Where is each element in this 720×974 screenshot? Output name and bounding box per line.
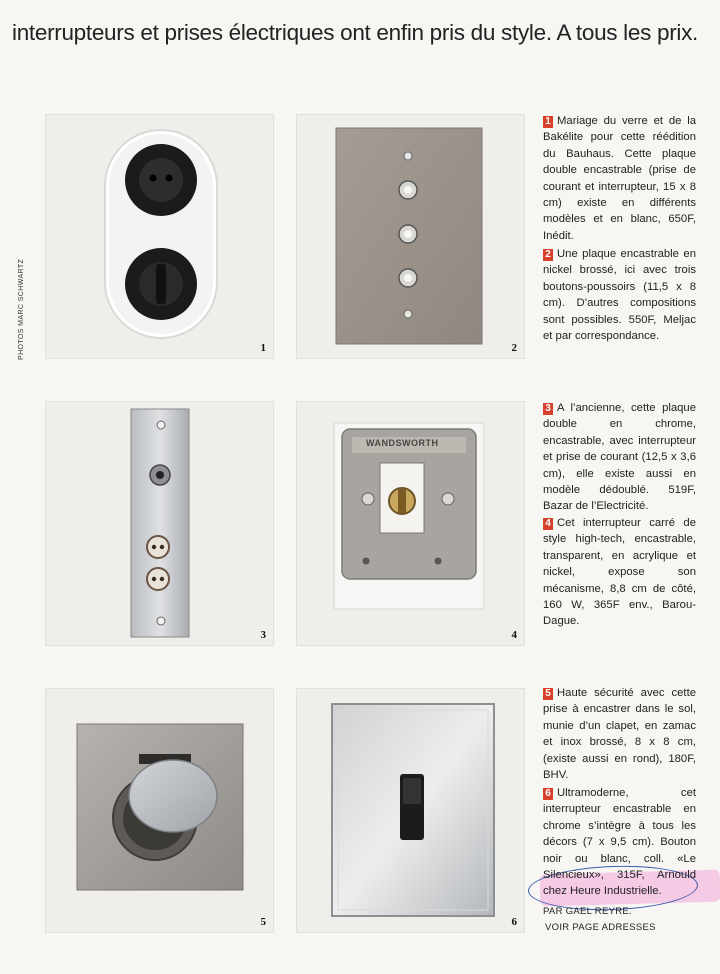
photo-3-illustration [45,401,274,646]
photo-2 [296,114,525,359]
photo-1 [45,114,274,359]
photo-5-illustration [45,688,274,933]
footer-note: VOIR PAGE ADRESSES [545,922,656,933]
page-headline: interrupteurs et prises électriques ont enfin pris du style. A tous les prix. [12,20,699,45]
photo-1-illustration [45,114,274,359]
item-number-badge: 1 [543,116,553,128]
photo-2-illustration [296,114,525,359]
caption-text: A l’ancienne, cette plaque double en chrome, encastrable, avec interrupteur et prise de courant (12,5 x 3,6 cm), elle existe aussi en modèle dédoublé. 519F, Bazar de l’Electricité. [543,402,696,513]
item-number-badge: 6 [543,788,553,800]
photo-3 [45,401,274,646]
caption-1 [543,113,696,244]
photo-5 [45,688,274,933]
photo-number: 4 [511,629,517,641]
photo-4 [296,401,525,646]
caption-text: Mariage du verre et de la Bakélite pour cette réédition du Bauhaus. Cette plaque double encastrable (prise de courant et interrupteur, 15 x 8 cm) existe en différents modèles et en blanc, 650F, Inédit. [543,115,696,242]
photo-number: 2 [511,342,517,354]
photo-number: 1 [260,342,266,354]
photo-number: 6 [511,916,517,928]
item-number-badge: 3 [543,403,553,415]
caption-text: Haute sécurité avec cette prise à encastrer dans le sol, munie d’un clapet, en zamac et inox brossé, 8 x 8 cm, (existe aussi en rond), 180F, BHV. [543,687,696,782]
author-byline: PAR GAEL REYRE. [543,905,632,917]
caption-2 [543,246,696,344]
photo-credit: PHOTOS MARC SCHWARTZ [18,258,25,360]
item-number-badge: 2 [543,249,553,261]
caption-6 [543,785,696,920]
photo-number: 5 [260,916,266,928]
photo-6 [296,688,525,933]
caption-text: Cet interrupteur carré de style high-tech, encastrable, transparent, en acrylique et nickel, expose son mécanisme, 8,8 cm de côté, 160 W, 365F env., Barou-Dague. [543,517,696,628]
photo-4-brand: WANDSWORTH [366,438,439,448]
caption-text: Ultramoderne, cet interrupteur encastrable en chrome s’intègre à tous les décors (7 x 9,5 cm). Bouton noir ou blanc, coll. «Le Silencieux», 315F, Arnould chez Heure Industrielle. [543,787,696,898]
item-number-badge: 4 [543,518,553,530]
caption-4 [543,515,696,630]
caption-5 [543,685,696,783]
photo-6-illustration [296,688,525,933]
photo-number: 3 [260,629,266,641]
item-number-badge: 5 [543,688,553,700]
caption-text: Une plaque encastrable en nickel brossé, ici avec trois boutons-poussoirs (11,5 x 8 cm). D’autres compositions sont possibles. 550F, Meljac et par correspondance. [543,248,696,343]
caption-3 [543,400,696,515]
